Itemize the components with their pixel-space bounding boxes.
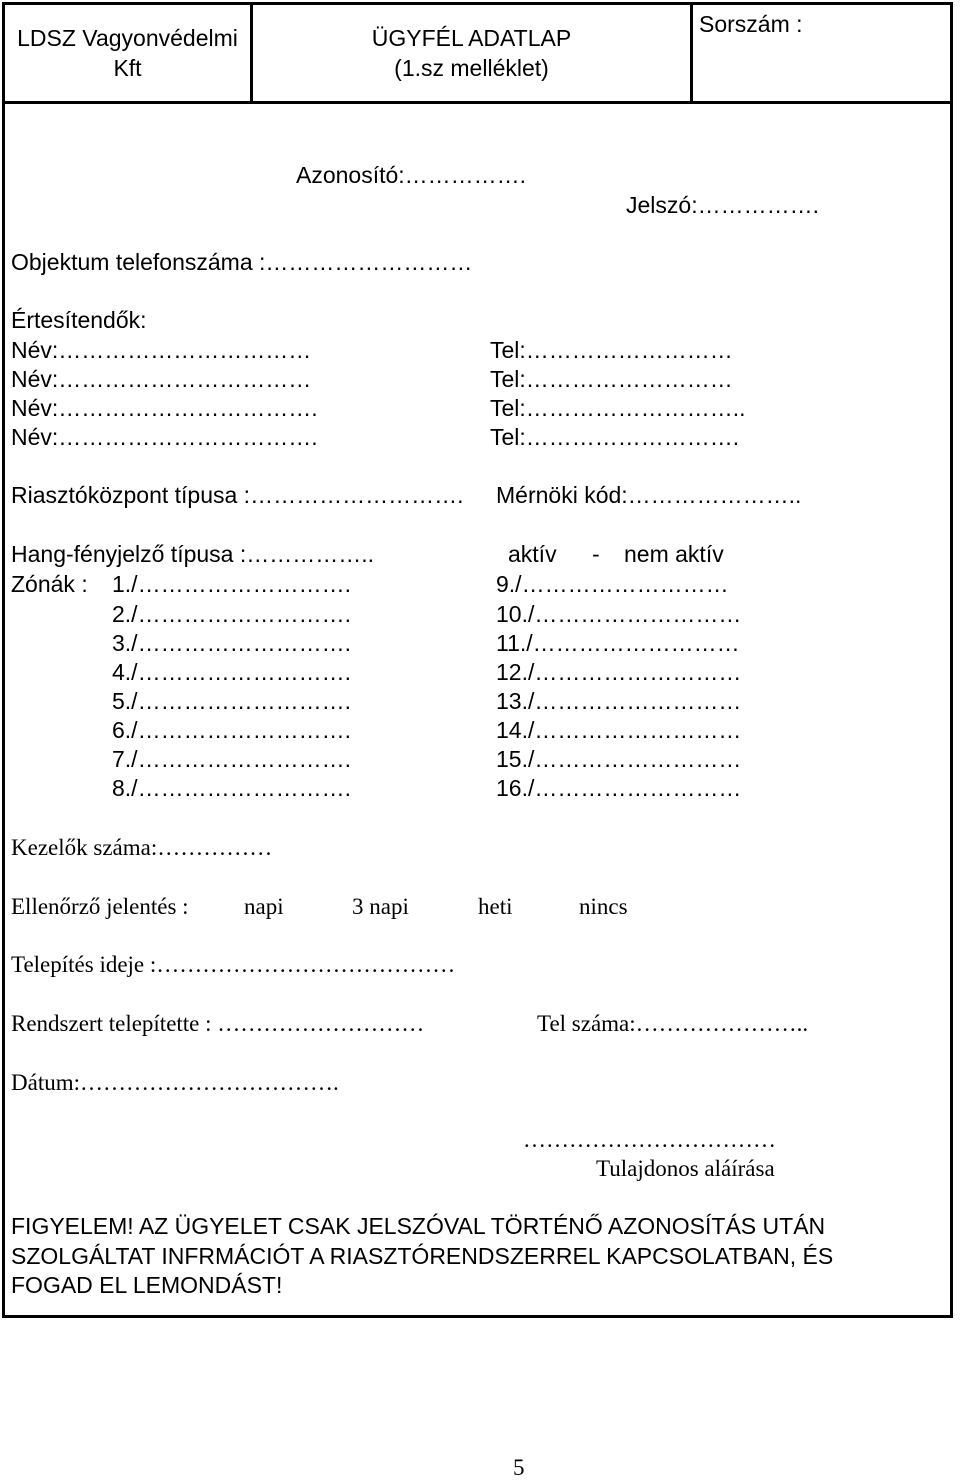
- signature-label: Tulajdonos aláírása: [596, 1156, 775, 1181]
- contact-tel-4: Tel:……………………….: [490, 424, 740, 450]
- engineer-code-field: Mérnöki kód:…………………..: [496, 482, 802, 508]
- operators-field: Kezelők száma:……………: [11, 835, 273, 860]
- notice-line-1: FIGYELEM! AZ ÜGYELET CSAK JELSZÓVAL TÖRTÉNŐ AZONOSÍTÁS UTÁN: [11, 1213, 826, 1239]
- contact-name-3: Név:…………………………….: [11, 395, 318, 421]
- installer-field: Rendszert telepítette : ………………………: [11, 1011, 425, 1036]
- password-field: Jelszó:…………….: [626, 192, 819, 218]
- zone-9: 9./………………………: [496, 571, 729, 597]
- siren-type-field: Hang-fényjelző típusa :……………..: [11, 541, 375, 567]
- zone-12: 12./………………………: [496, 659, 742, 685]
- zone-15: 15./………………………: [496, 746, 742, 772]
- zone-4: 4./……………………….: [112, 659, 351, 685]
- zone-1: 1./……………………….: [112, 571, 351, 597]
- contact-name-1: Név:……………………………: [11, 337, 312, 363]
- notice-line-2: SZOLGÁLTAT INFRMÁCIÓT A RIASZTÓRENDSZERREL KAPCSOLATBAN, ÉS: [11, 1243, 834, 1269]
- company-name-line1: LDSZ Vagyonvédelmi: [17, 25, 238, 51]
- report-option-3day: 3 napi: [352, 894, 409, 919]
- contact-tel-1: Tel:………………………: [490, 337, 733, 363]
- report-option-none: nincs: [579, 894, 628, 919]
- zone-14: 14./………………………: [496, 717, 742, 743]
- contact-name-4: Név:…………………………….: [11, 424, 318, 450]
- zone-2: 2./……………………….: [112, 601, 351, 627]
- form-subtitle: (1.sz melléklet): [394, 55, 549, 81]
- title-cell: [253, 5, 693, 101]
- serial-label: Sorszám :: [699, 11, 803, 37]
- date-field: Dátum:…………………………….: [11, 1070, 339, 1095]
- serial-cell: [693, 5, 950, 101]
- page-number: 5: [513, 1455, 525, 1480]
- zone-11: 11./………………………: [496, 630, 740, 656]
- report-option-weekly: heti: [478, 894, 513, 919]
- object-phone-field: Objektum telefonszáma :………………………: [11, 249, 473, 275]
- notice-line-3: FOGAD EL LEMONDÁST!: [11, 1272, 283, 1298]
- signature-line: ……………………………: [523, 1127, 776, 1152]
- zone-3: 3./……………………….: [112, 630, 351, 656]
- zone-6: 6./……………………….: [112, 717, 351, 743]
- zone-13: 13./………………………: [496, 688, 742, 714]
- company-cell: [5, 5, 253, 101]
- contact-name-2: Név:……………………………: [11, 366, 312, 392]
- zones-label: Zónák :: [11, 571, 88, 597]
- report-label: Ellenőrző jelentés :: [11, 894, 189, 919]
- installer-phone-field: Tel száma:…………………..: [537, 1011, 809, 1036]
- notify-heading: Értesítendők:: [11, 307, 147, 333]
- contact-tel-3: Tel:………………………..: [490, 395, 746, 421]
- contact-tel-2: Tel:………………………: [490, 366, 733, 392]
- zone-5: 5./……………………….: [112, 688, 351, 714]
- zone-10: 10./………………………: [496, 601, 742, 627]
- option-separator: -: [592, 541, 600, 567]
- form-title: ÜGYFÉL ADATLAP: [371, 25, 572, 51]
- active-option: aktív: [508, 541, 557, 567]
- zone-8: 8./……………………….: [112, 775, 351, 801]
- company-name-line2: Kft: [113, 55, 142, 81]
- install-date-field: Telepítés ideje :…………………………………: [11, 952, 456, 977]
- header-row: [5, 5, 950, 104]
- panel-type-field: Riasztóközpont típusa :……………………….: [11, 482, 464, 508]
- zone-7: 7./……………………….: [112, 746, 351, 772]
- id-field: Azonosító:…………….: [296, 162, 527, 188]
- report-option-daily: napi: [244, 894, 284, 919]
- zone-16: 16./………………………: [496, 775, 742, 801]
- inactive-option: nem aktív: [624, 541, 724, 567]
